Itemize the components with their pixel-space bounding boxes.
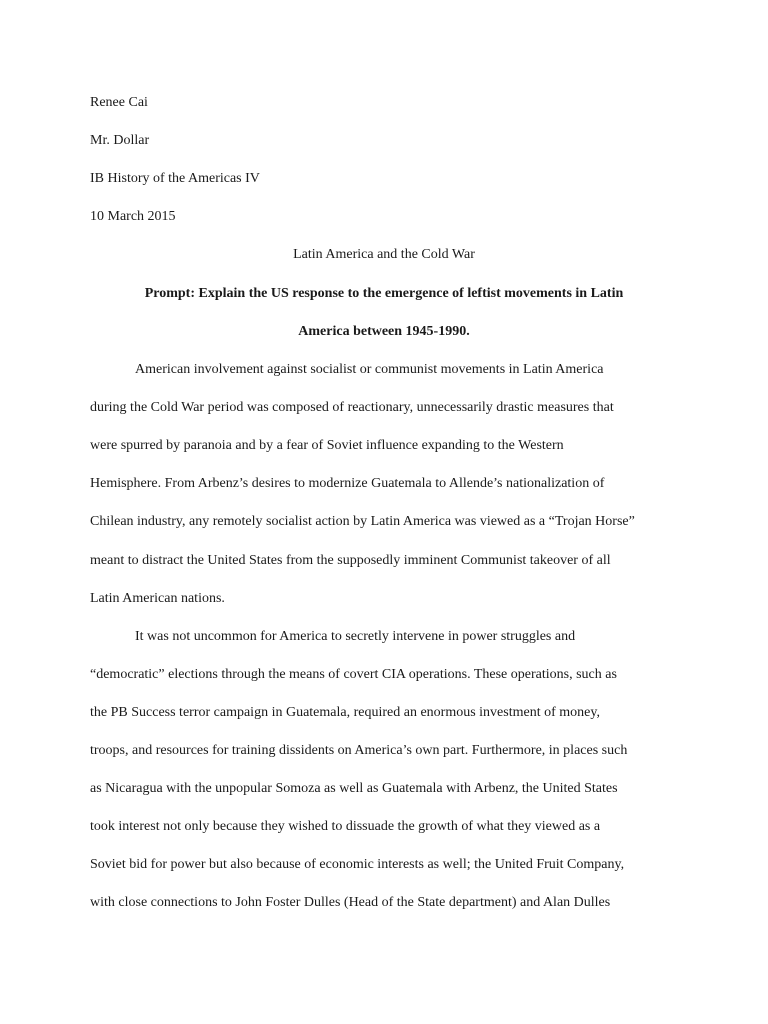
teacher-name: Mr. Dollar — [90, 133, 150, 148]
student-name: Renee Cai — [90, 95, 148, 110]
paragraph-2-line: Soviet bid for power but also because of economic interests as well; the United Fruit Company, — [90, 857, 625, 872]
paragraph-1-line: were spurred by paranoia and by a fear of Soviet influence expanding to the Western — [90, 438, 564, 453]
prompt-line-1: Prompt: Explain the US response to the emergence of leftist movements in Latin — [144, 286, 624, 301]
paragraph-2-line: as Nicaragua with the unpopular Somoza as well as Guatemala with Arbenz, the United States — [90, 781, 618, 796]
paragraph-2-line: “democratic” elections through the means of covert CIA operations. These operations, such as — [90, 667, 617, 682]
paragraph-2-line: took interest not only because they wished to dissuade the growth of what they viewed as a — [90, 819, 601, 834]
course-name: IB History of the Americas IV — [90, 171, 260, 186]
paragraph-2-line: with close connections to John Foster Dulles (Head of the State department) and Alan Dulles — [90, 895, 611, 910]
prompt-line-2: America between 1945-1990. — [298, 324, 470, 339]
paragraph-1-line: meant to distract the United States from the supposedly imminent Communist takeover of all — [90, 553, 611, 568]
document-title: Latin America and the Cold War — [293, 247, 475, 262]
paragraph-2-line: It was not uncommon for America to secretly intervene in power struggles and — [135, 629, 576, 644]
paragraph-2-line: the PB Success terror campaign in Guatemala, required an enormous investment of money, — [90, 705, 600, 720]
paragraph-1-line: Latin American nations. — [90, 591, 225, 606]
paragraph-2-line: troops, and resources for training dissidents on America’s own part. Furthermore, in places such — [90, 743, 628, 758]
paragraph-1-line: during the Cold War period was composed of reactionary, unnecessarily drastic measures that — [90, 400, 614, 415]
paragraph-1-line: American involvement against socialist or communist movements in Latin America — [135, 362, 604, 377]
paragraph-1-line: Hemisphere. From Arbenz’s desires to modernize Guatemala to Allende’s nationalization of — [90, 476, 605, 491]
document-date: 10 March 2015 — [90, 209, 176, 224]
paragraph-1-line: Chilean industry, any remotely socialist action by Latin America was viewed as a “Trojan Horse” — [90, 514, 635, 529]
